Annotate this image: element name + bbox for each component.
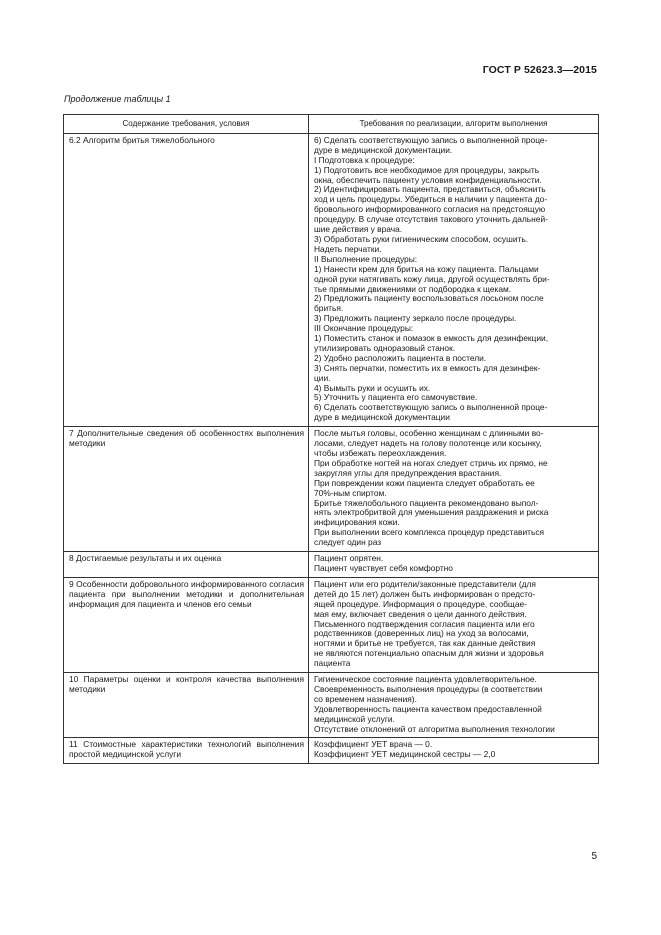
algorithm-line: 4) Вымыть руки и осушить их.	[314, 382, 431, 393]
requirement-cell: 8 Достигаемые результаты и их оценка	[64, 552, 309, 578]
requirement-cell: 9 Особенности добровольного информированного согласия пациента при выполнении методики и дополнительная информация для пациента и членов его семьи	[64, 577, 309, 672]
algorithm-line: дуре в медицинской документации.	[314, 144, 453, 155]
algorithm-line: процедуру. В случае отсутствия такового уточнить дальней-	[314, 214, 548, 225]
algorithm-line: инфицирования кожи.	[314, 517, 400, 528]
algorithm-line: После мытья головы, особенно женщинам с длинными во-	[314, 428, 544, 439]
table-row	[64, 133, 599, 426]
algorithm-line: 1) Подготовить все необходимое для процедуры, закрыть	[314, 164, 540, 175]
algorithm-cell	[309, 133, 599, 426]
algorithm-line: При обработке ногтей на ногах следует стричь их прямо, не	[314, 457, 548, 468]
algorithm-line: медицинской услуги.	[314, 713, 395, 724]
table-row	[64, 427, 599, 552]
algorithm-line: 2) Идентифицировать пациента, представиться, объяснить	[314, 184, 546, 195]
algorithm-line: мая ему, включает сведения о цели данного действия.	[314, 608, 527, 619]
table-row	[64, 673, 599, 738]
algorithm-line: 1) Нанести крем для бритья на кожу пациента. Пальцами	[314, 263, 539, 274]
algorithm-line: бритья.	[314, 303, 344, 314]
algorithm-line: ход и цель процедуры. Убедиться в наличии у пациента до-	[314, 194, 548, 205]
algorithm-line: ящей процедуре. Информация о процедуре, сообщае-	[314, 598, 527, 609]
algorithm-line: Пациент опрятен.	[314, 553, 384, 564]
algorithm-line: Удовлетворенность пациента качеством предоставленной	[314, 703, 542, 714]
standard-number: ГОСТ Р 52623.3—2015	[482, 64, 597, 76]
algorithm-line: нять электробритвой для уменьшения раздражения и риска	[314, 507, 549, 518]
algorithm-line: 3) Обработать руки гигиеническим способом, осушить.	[314, 233, 529, 244]
algorithm-line: Письменного подтверждения согласия пациента или его	[314, 618, 535, 629]
algorithm-line: окна, обеспечить пациенту условия конфиденциальности.	[314, 174, 542, 185]
requirement-cell: 11 Стоимостные характеристики технологий выполнения простой медицинской услуги	[64, 738, 309, 764]
algorithm-line: Гигиеническое состояние пациента удовлетворительное.	[314, 674, 537, 685]
algorithm-cell	[309, 673, 599, 738]
algorithm-line: пациента	[314, 658, 351, 669]
algorithm-line: Пациент или его родители/законные представители (для	[314, 578, 536, 589]
algorithm-cell	[309, 577, 599, 672]
column-header-algorithm: Требования по реализации, алгоритм выполнения	[309, 115, 599, 134]
algorithm-cell	[309, 552, 599, 578]
algorithm-line: следует один раз	[314, 537, 382, 548]
algorithm-line: утилизировать одноразовый станок.	[314, 342, 456, 353]
page-number: 5	[591, 851, 597, 862]
algorithm-line: не являются потенциально опасным для жизни и здоровья	[314, 648, 544, 659]
algorithm-cell	[309, 738, 599, 764]
table-row	[64, 738, 599, 764]
algorithm-line: родственников (доверенных лиц) на уход за волосами,	[314, 628, 529, 639]
algorithm-line: тье прямыми движениями от подбородка к щекам.	[314, 283, 512, 294]
requirements-table	[63, 114, 599, 764]
requirement-cell: 7 Дополнительные сведения об особенностях выполнения методики	[64, 427, 309, 552]
algorithm-line: I Подготовка к процедуре:	[314, 154, 415, 165]
algorithm-line: лосами, следует надеть на голову полотенце или косынку,	[314, 438, 542, 449]
requirement-cell: 10 Параметры оценки и контроля качества выполнения методики	[64, 673, 309, 738]
algorithm-line: 6) Сделать соответствующую запись о выполненной проце-	[314, 134, 548, 145]
algorithm-cell	[309, 427, 599, 552]
algorithm-line: 1) Поместить станок и помазок в емкость для дезинфекции,	[314, 333, 549, 344]
algorithm-line: При повреждении кожи пациента следует обработать ее	[314, 477, 535, 488]
algorithm-line: Отсутствие отклонений от алгоритма выполнения технологии	[314, 723, 555, 734]
algorithm-line: II Выполнение процедуры:	[314, 253, 418, 264]
algorithm-line: Своевременность выполнения процедуры (в соответствии	[314, 683, 543, 694]
table-row	[64, 577, 599, 672]
algorithm-line: Надеть перчатки.	[314, 243, 382, 254]
algorithm-line: Коэффициент УЕТ врача — 0.	[314, 739, 433, 750]
algorithm-line: 2) Предложить пациенту воспользоваться лосьоном после	[314, 293, 544, 304]
algorithm-line: Пациент чувствует себя комфортно	[314, 562, 453, 573]
requirement-cell: 6.2 Алгоритм бритья тяжелобольного	[64, 133, 309, 426]
algorithm-line: ции.	[314, 372, 331, 383]
algorithm-line: детей до 15 лет) должен быть информирован о предсто-	[314, 588, 536, 599]
column-header-requirement: Содержание требования, условия	[64, 115, 309, 134]
algorithm-line: чтобы избежать переохлаждения.	[314, 448, 447, 458]
table-row	[64, 552, 599, 578]
algorithm-line: При выполнении всего комплекса процедур представиться	[314, 527, 545, 538]
algorithm-line: ногтями и бритье не требуется, так как данные действия	[314, 638, 536, 649]
algorithm-line: 5) Уточнить у пациента его самочувствие.	[314, 392, 478, 403]
algorithm-line: 3) Предложить пациенту зеркало после процедуры.	[314, 313, 517, 324]
algorithm-line: со временем назначения).	[314, 693, 417, 704]
algorithm-line: 3) Снять перчатки, поместить их в емкость для дезинфек-	[314, 362, 541, 373]
algorithm-line: 2) Удобно расположить пациента в постели.	[314, 352, 487, 363]
algorithm-line: шие действия у врача.	[314, 224, 403, 235]
algorithm-line: 6) Сделать соответствующую запись о выполненной проце-	[314, 402, 548, 413]
algorithm-line: закругляя углы для предупреждения врастания.	[314, 467, 502, 478]
algorithm-line: Коэффициент УЕТ медицинской сестры — 2,0	[314, 749, 496, 760]
table-caption: Продолжение таблицы 1	[64, 94, 171, 104]
table-body	[64, 133, 599, 763]
algorithm-line: 70%-ным спиртом.	[314, 487, 387, 498]
algorithm-line: одной руки натягивать кожу лица, другой осуществлять бри-	[314, 273, 550, 284]
algorithm-line: Бритье тяжелобольного пациента рекомендовано выпол-	[314, 497, 539, 508]
algorithm-line: бровольного информированного согласия на предстоящую	[314, 204, 546, 215]
algorithm-line: III Окончание процедуры:	[314, 323, 414, 334]
algorithm-line: дуре в медицинской документации	[314, 412, 450, 423]
table-header-row	[64, 115, 599, 134]
